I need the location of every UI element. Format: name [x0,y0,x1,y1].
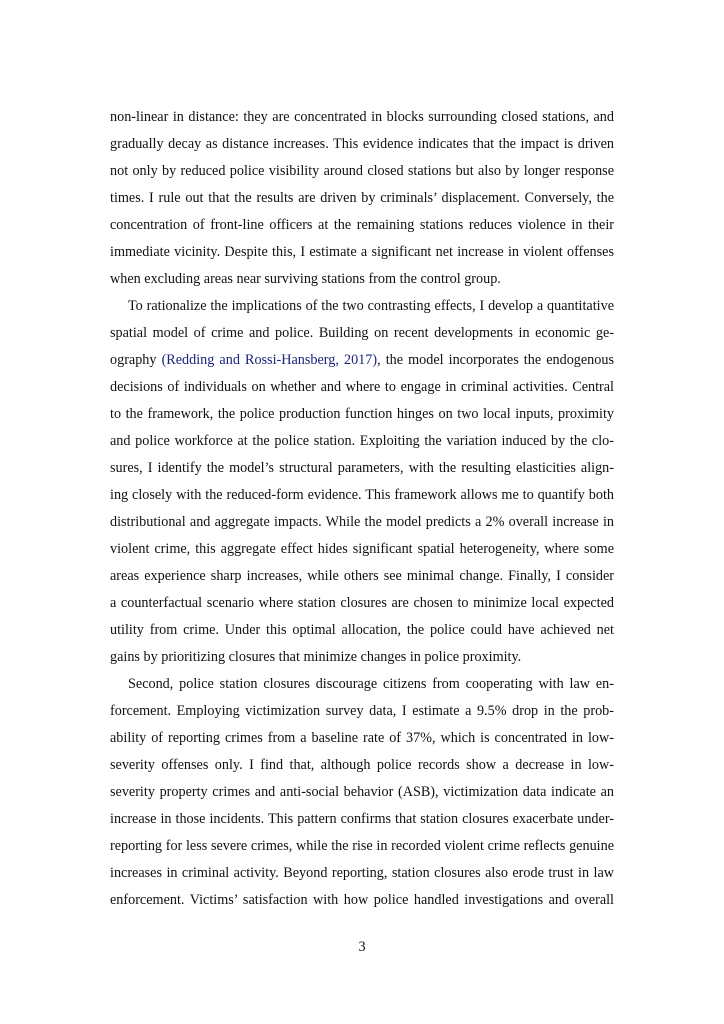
p1-line-4: times. I rule out that the results are driven by criminals’ displacement. Conversely, the [110,190,614,206]
p3-line-8: increases in criminal activity. Beyond reporting, station closures also erode trust in law [110,865,614,881]
p2-line-1: To rationalize the implications of the two contrasting effects, I develop a quantitative [128,298,614,314]
p2-line-9: distributional and aggregate impacts. While the model predicts a 2% overall increase in [110,514,614,530]
p2-line-11: areas experience sharp increases, while others see minimal change. Finally, I consider [110,568,614,584]
p2-line-6: and police workforce at the police station. Exploiting the variation induced by the clo- [110,433,614,449]
body-text [110,104,614,914]
p3-line-6: increase in those incidents. This pattern confirms that station closures exacerbate under- [110,811,614,827]
p2-line-3-after: , the model incorporates the endogenous [377,352,614,368]
p2-line-3 [110,347,614,374]
p2-line-10: violent crime, this aggregate effect hides significant spatial heterogeneity, where some [110,541,614,557]
p3-line-7: reporting for less severe crimes, while the rise in recorded violent crime reflects genuine [110,838,614,854]
p1-line-3: not only by reduced police visibility around closed stations but also by longer response [110,163,614,179]
p1-line-7: when excluding areas near surviving stations from the control group. [110,271,501,287]
p2-line-12: a counterfactual scenario where station closures are chosen to minimize local expected [110,595,614,611]
p3-line-5: severity property crimes and anti-social behavior (ASB), victimization data indicate an [110,784,614,800]
p3-line-3: ability of reporting crimes from a baseline rate of 37%, which is concentrated in low- [110,730,614,746]
p2-line-8: ing closely with the reduced-form evidence. This framework allows me to quantify both [110,487,614,503]
p1-line-2: gradually decay as distance increases. This evidence indicates that the impact is driven [110,136,614,152]
p2-line-7: sures, I identify the model’s structural parameters, with the resulting elasticities align- [110,460,614,476]
citation-link-redding-2017[interactable]: (Redding and Rossi-Hansberg, 2017) [161,352,378,368]
p2-line-5: to the framework, the police production function hinges on two local inputs, proximity [110,406,614,422]
p2-line-3-before: ography [110,352,162,368]
p2-line-2: spatial model of crime and police. Building on recent developments in economic ge- [110,325,614,341]
p1-line-5: concentration of front-line officers at the remaining stations reduces violence in their [110,217,614,233]
p3-line-4: severity offenses only. I find that, although police records show a decrease in low- [110,757,614,773]
p1-line-1: non-linear in distance: they are concentrated in blocks surrounding closed stations, and [110,109,614,125]
page-number: 3 [358,939,366,955]
p1-line-6: immediate vicinity. Despite this, I estimate a significant net increase in violent offenses [110,244,614,260]
p2-line-4: decisions of individuals on whether and where to engage in criminal activities. Central [110,379,614,395]
p2-line-14: gains by prioritizing closures that minimize changes in police proximity. [110,649,522,665]
p3-line-1: Second, police station closures discourage citizens from cooperating with law en- [128,676,614,692]
p2-line-13: utility from crime. Under this optimal allocation, the police could have achieved net [110,622,614,638]
p3-line-9: enforcement. Victims’ satisfaction with how police handled investigations and overall [110,892,614,908]
p3-line-2: forcement. Employing victimization survey data, I estimate a 9.5% drop in the prob- [110,703,614,719]
